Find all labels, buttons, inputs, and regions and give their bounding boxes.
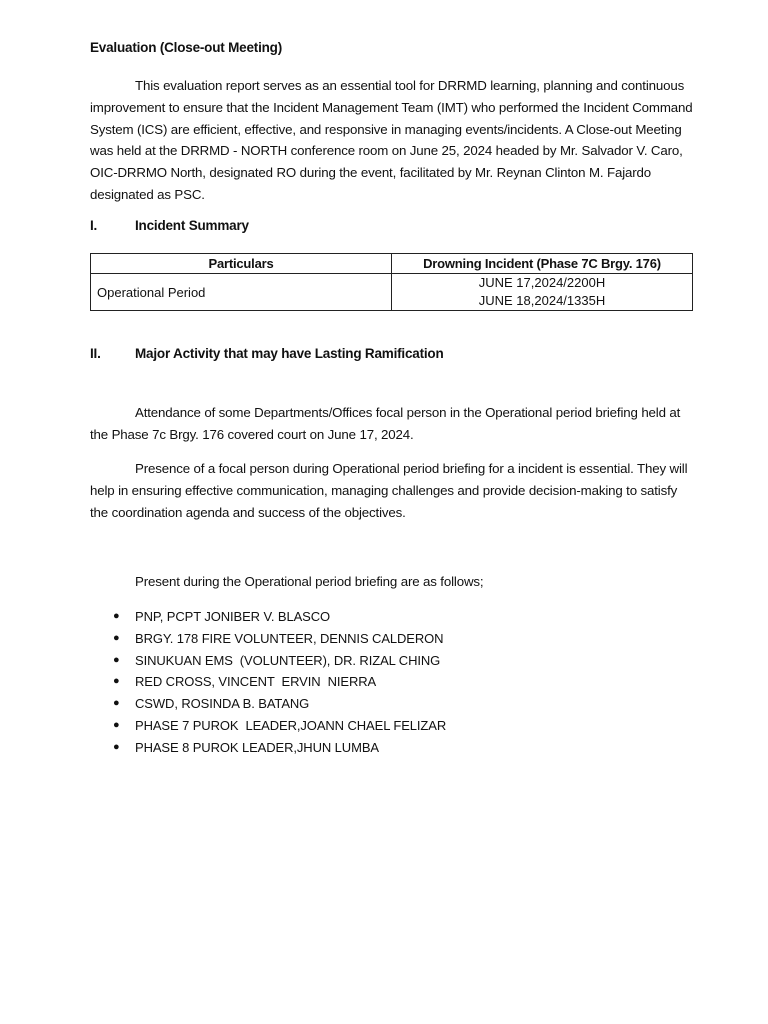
table-row xyxy=(91,274,693,311)
focal-person-paragraph: Presence of a focal person during Operational period briefing for a incident is essential. They will help in ensuring effective communication, managing challenges and provide decision-making to satisfy the coordination agenda and success of the objectives. xyxy=(90,461,688,520)
attendee-name: CSWD, ROSINDA B. BATANG xyxy=(135,696,310,712)
section-2-title: Major Activity that may have Lasting Ramification xyxy=(135,346,444,361)
intro-paragraph: This evaluation report serves as an essential tool for DRRMD learning, planning and continuous improvement to ensure that the Incident Management Team (IMT) who performed the Incident Command System (ICS) are efficient, effective, and responsive in managing events/incidents. A Close-out Meeting was held at the DRRMD - NORTH conference room on June 25, 2024 headed by Mr. Salvador V. Caro, OIC-DRRMO North, designated RO during the event, facilitated by Mr. Reynan Clinton M. Fajardo designated as PSC. xyxy=(90,78,693,202)
table-header-particulars: Particulars xyxy=(91,254,392,274)
section-1-number: I. xyxy=(90,218,98,233)
document-title: Evaluation (Close-out Meeting) xyxy=(90,40,283,55)
list-item xyxy=(90,693,693,715)
attendee-name: RED CROSS, VINCENT ERVIN NIERRA xyxy=(135,674,377,690)
list-item xyxy=(90,715,693,737)
incident-summary-table xyxy=(90,253,693,311)
bullet-icon: ● xyxy=(113,631,120,644)
bullet-icon: ● xyxy=(113,740,120,753)
attendee-name: PHASE 8 PUROK LEADER,JHUN LUMBA xyxy=(135,739,379,755)
list-item xyxy=(90,606,693,628)
table-header-row xyxy=(91,254,693,274)
section-1-heading xyxy=(90,218,249,233)
operational-period-start: JUNE 17,2024/2200H xyxy=(478,275,606,290)
bullet-icon: ● xyxy=(113,653,120,666)
bullet-icon: ● xyxy=(113,610,120,622)
bullet-icon: ● xyxy=(113,697,120,710)
list-item xyxy=(90,650,693,672)
attendee-name: PHASE 7 PUROK LEADER,JOANN CHAEL FELIZAR xyxy=(135,717,447,733)
present-intro: Present during the Operational period briefing are as follows; xyxy=(135,574,484,589)
attendee-name: SINUKUAN EMS (VOLUNTEER), DR. RIZAL CHING xyxy=(135,652,441,668)
list-item xyxy=(90,628,693,650)
section-2-number: II. xyxy=(90,346,101,361)
bullet-icon: ● xyxy=(113,718,120,731)
list-item xyxy=(90,671,693,693)
section-1-title: Incident Summary xyxy=(135,218,249,233)
operational-period-end: JUNE 18,2024/1335H xyxy=(478,293,606,308)
attendee-name: PNP, PCPT JONIBER V. BLASCO xyxy=(135,609,331,624)
attendee-list xyxy=(90,606,693,759)
attendance-paragraph: Attendance of some Departments/Offices focal person in the Operational period briefing held at the Phase 7c Brgy. 176 covered court on June 17, 2024. xyxy=(90,405,681,442)
attendee-name: BRGY. 178 FIRE VOLUNTEER, DENNIS CALDERON xyxy=(135,630,444,646)
list-item xyxy=(90,737,693,759)
table-header-incident: Drowning Incident (Phase 7C Brgy. 176) xyxy=(392,254,693,274)
bullet-icon: ● xyxy=(113,675,120,688)
section-2-heading xyxy=(90,346,444,361)
table-cell-label: Operational Period xyxy=(91,274,392,311)
table-cell-value xyxy=(392,274,693,311)
